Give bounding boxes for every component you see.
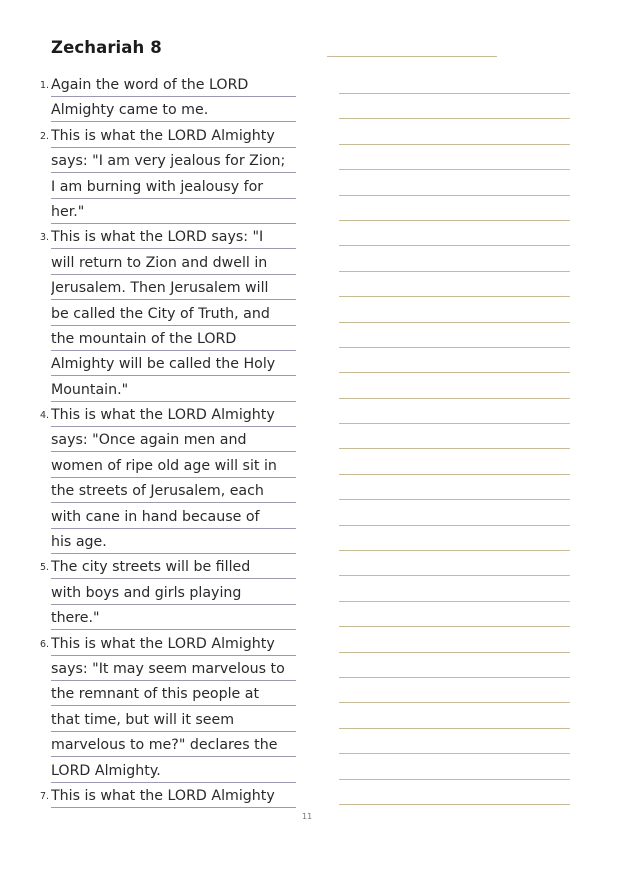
verse-text: women of ripe old age will sit in	[51, 456, 296, 478]
verse-line	[0, 199, 624, 224]
verse-line	[0, 758, 624, 783]
verse-text: there."	[51, 608, 296, 630]
verse-text: his age.	[51, 532, 296, 554]
verse-line	[0, 326, 624, 351]
verse-number: 1.	[40, 80, 50, 91]
verse-text: I am burning with jealousy for	[51, 177, 296, 199]
verse-line	[0, 605, 624, 630]
verse-text: This is what the LORD Almighty	[51, 126, 296, 148]
copy-writing-line	[339, 169, 570, 170]
verse-text: This is what the LORD says: "I	[51, 227, 296, 249]
verse-text: Almighty came to me.	[51, 100, 296, 122]
verse-number: 2.	[40, 130, 50, 142]
copy-writing-line	[339, 702, 570, 703]
copy-writing-line	[339, 322, 570, 323]
verse-text: with boys and girls playing	[51, 583, 296, 605]
verse-line	[0, 301, 624, 326]
verse-line	[0, 707, 624, 732]
verse-line	[0, 427, 624, 452]
copy-writing-line	[339, 423, 570, 424]
verse-line	[0, 732, 624, 757]
verse-line	[0, 580, 624, 605]
copy-writing-line	[339, 474, 570, 475]
verse-text: says: "I am very jealous for Zion;	[51, 151, 296, 173]
verse-line	[0, 453, 624, 478]
verse-number: 4.	[40, 410, 50, 422]
page-title: Zechariah 8	[51, 38, 162, 57]
copy-writing-line	[339, 601, 570, 602]
copy-writing-line	[339, 347, 570, 348]
title-writing-line	[327, 56, 497, 57]
copy-writing-line	[339, 677, 570, 678]
verse-line	[0, 529, 624, 554]
verse-text: the streets of Jerusalem, each	[51, 481, 296, 503]
copy-writing-line	[339, 195, 570, 196]
verse-text: be called the City of Truth, and	[51, 304, 296, 326]
copy-writing-line	[339, 575, 570, 576]
copy-writing-line	[339, 398, 570, 399]
verse-text: marvelous to me?" declares the	[51, 735, 296, 757]
copy-writing-line	[339, 93, 570, 94]
verse-text: says: "It may seem marvelous to	[51, 659, 296, 681]
copy-writing-line	[339, 296, 570, 297]
copy-writing-line	[339, 652, 570, 653]
copy-writing-line	[339, 245, 570, 246]
verse-line	[0, 554, 624, 579]
copy-writing-line	[339, 448, 570, 449]
verse-text: Almighty will be called the Holy	[51, 354, 296, 376]
verse-text: Jerusalem. Then Jerusalem will	[51, 278, 296, 300]
verse-line	[0, 351, 624, 376]
copy-writing-line	[339, 499, 570, 500]
verse-line	[0, 631, 624, 656]
verse-text: will return to Zion and dwell in	[51, 253, 296, 275]
verse-text: Again the word of the LORD	[51, 75, 296, 97]
verse-line	[0, 275, 624, 300]
verse-text: says: "Once again men and	[51, 430, 296, 452]
verse-line	[0, 123, 624, 148]
copy-writing-line	[339, 144, 570, 145]
verse-text: her."	[51, 202, 296, 224]
verse-line	[0, 377, 624, 402]
verse-text: LORD Almighty.	[51, 761, 296, 783]
copy-writing-line	[339, 271, 570, 272]
verse-line	[0, 681, 624, 706]
verse-line	[0, 478, 624, 503]
verse-text: the mountain of the LORD	[51, 329, 296, 351]
verse-text: The city streets will be filled	[51, 557, 296, 579]
verse-number: 6.	[40, 638, 50, 650]
verse-line	[0, 148, 624, 173]
page-number: 11	[302, 812, 313, 821]
copy-writing-line	[339, 779, 570, 780]
verse-text: This is what the LORD Almighty	[51, 634, 296, 656]
copy-writing-line	[339, 525, 570, 526]
copy-writing-line	[339, 118, 570, 119]
verse-line	[0, 174, 624, 199]
verse-text: that time, but will it seem	[51, 710, 296, 732]
verse-number: 5.	[40, 562, 50, 574]
verse-line	[0, 504, 624, 529]
verse-line	[0, 250, 624, 275]
verse-text: This is what the LORD Almighty	[51, 405, 296, 427]
verse-line	[0, 72, 624, 97]
verse-number: 3.	[40, 232, 50, 244]
verse-line	[0, 783, 624, 808]
verse-text: This is what the LORD Almighty	[51, 786, 296, 808]
verse-text: Mountain."	[51, 380, 296, 402]
verse-text: the remnant of this people at	[51, 684, 296, 706]
copy-writing-line	[339, 550, 570, 551]
copy-writing-line	[339, 220, 570, 221]
verse-line	[0, 402, 624, 427]
verse-number: 7.	[40, 790, 50, 802]
copy-writing-line	[339, 728, 570, 729]
verse-line	[0, 656, 624, 681]
copy-writing-line	[339, 372, 570, 373]
verse-line	[0, 97, 624, 122]
verse-list	[0, 72, 624, 818]
copy-writing-line	[339, 626, 570, 627]
verse-text: with cane in hand because of	[51, 507, 296, 529]
verse-line	[0, 224, 624, 249]
copy-writing-line	[339, 753, 570, 754]
copy-writing-line	[339, 804, 570, 805]
